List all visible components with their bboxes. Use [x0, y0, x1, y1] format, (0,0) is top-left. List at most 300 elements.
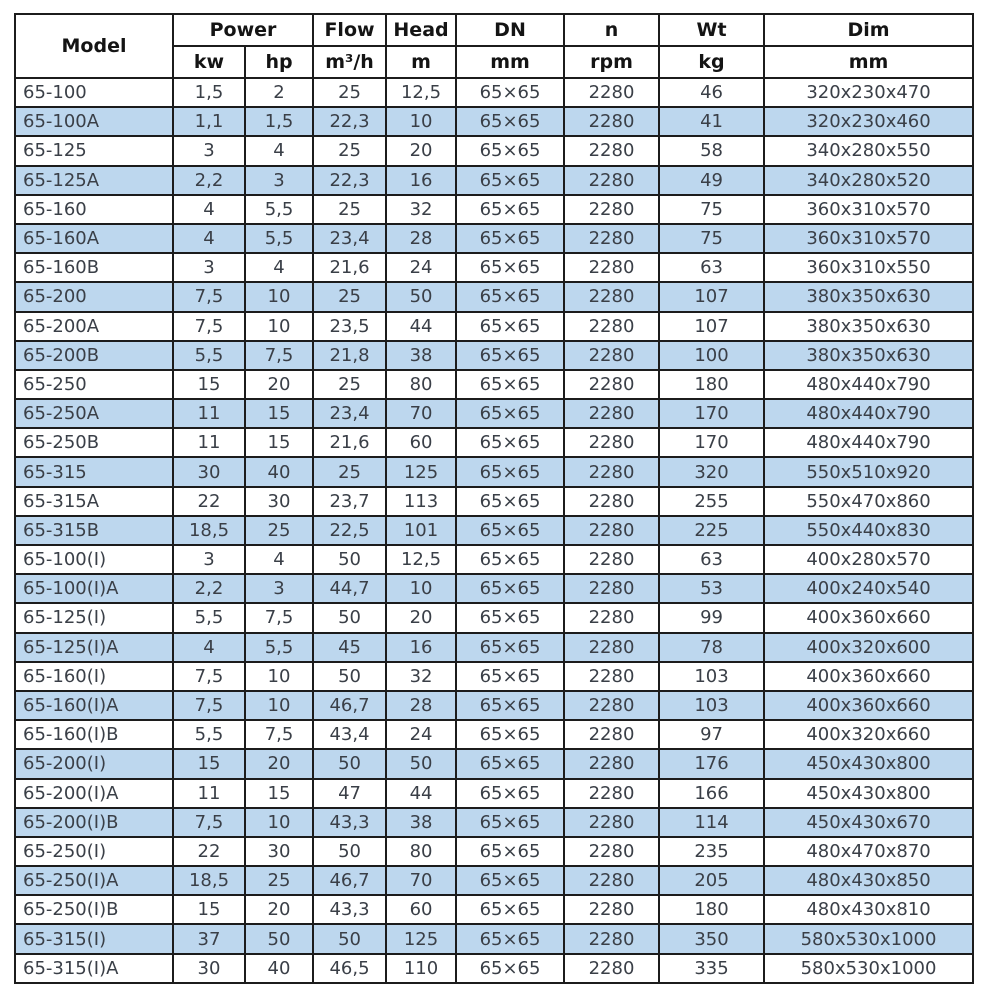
- value-cell: 50: [313, 545, 386, 574]
- table-row: [15, 720, 973, 749]
- table-row: [15, 633, 973, 662]
- value-cell: 400x280x570: [764, 545, 973, 574]
- value-cell: 2280: [564, 837, 659, 866]
- col-header-flow: Flow: [313, 14, 386, 46]
- table-row: [15, 457, 973, 486]
- value-cell: 580x530x1000: [764, 954, 973, 983]
- value-cell: 80: [386, 370, 456, 399]
- value-cell: 60: [386, 895, 456, 924]
- model-cell: 65-250B: [15, 428, 173, 457]
- value-cell: 15: [245, 779, 313, 808]
- value-cell: 63: [659, 545, 764, 574]
- model-cell: 65-315: [15, 457, 173, 486]
- value-cell: 32: [386, 195, 456, 224]
- value-cell: 100: [659, 341, 764, 370]
- value-cell: 10: [245, 691, 313, 720]
- value-cell: 380x350x630: [764, 282, 973, 311]
- value-cell: 5,5: [245, 195, 313, 224]
- value-cell: 50: [386, 282, 456, 311]
- value-cell: 400x360x660: [764, 662, 973, 691]
- model-cell: 65-315B: [15, 516, 173, 545]
- table-row: [15, 253, 973, 282]
- value-cell: 2280: [564, 253, 659, 282]
- value-cell: 22,5: [313, 516, 386, 545]
- value-cell: 7,5: [173, 808, 245, 837]
- value-cell: 24: [386, 253, 456, 282]
- value-cell: 65×65: [456, 78, 564, 107]
- value-cell: 320: [659, 457, 764, 486]
- value-cell: 65×65: [456, 954, 564, 983]
- col-header-dn: DN: [456, 14, 564, 46]
- value-cell: 65×65: [456, 749, 564, 778]
- value-cell: 2280: [564, 633, 659, 662]
- value-cell: 50: [245, 924, 313, 953]
- value-cell: 2280: [564, 78, 659, 107]
- value-cell: 2280: [564, 691, 659, 720]
- value-cell: 65×65: [456, 457, 564, 486]
- value-cell: 480x440x790: [764, 428, 973, 457]
- table-row: [15, 574, 973, 603]
- value-cell: 2280: [564, 779, 659, 808]
- value-cell: 5,5: [245, 633, 313, 662]
- value-cell: 65×65: [456, 136, 564, 165]
- table-row: [15, 312, 973, 341]
- value-cell: 400x320x600: [764, 633, 973, 662]
- value-cell: 21,6: [313, 428, 386, 457]
- value-cell: 2280: [564, 516, 659, 545]
- value-cell: 65×65: [456, 282, 564, 311]
- value-cell: 10: [245, 312, 313, 341]
- model-cell: 65-315A: [15, 487, 173, 516]
- model-cell: 65-250(I)B: [15, 895, 173, 924]
- value-cell: 45: [313, 633, 386, 662]
- value-cell: 44: [386, 779, 456, 808]
- model-cell: 65-160(I)A: [15, 691, 173, 720]
- value-cell: 3: [245, 166, 313, 195]
- value-cell: 2280: [564, 603, 659, 632]
- value-cell: 2280: [564, 457, 659, 486]
- table-row: [15, 282, 973, 311]
- value-cell: 20: [245, 749, 313, 778]
- value-cell: 25: [313, 370, 386, 399]
- value-cell: 480x470x870: [764, 837, 973, 866]
- value-cell: 15: [245, 399, 313, 428]
- model-cell: 65-200(I)A: [15, 779, 173, 808]
- value-cell: 400x360x660: [764, 691, 973, 720]
- model-cell: 65-125(I)A: [15, 633, 173, 662]
- table-row: [15, 136, 973, 165]
- value-cell: 2280: [564, 136, 659, 165]
- value-cell: 170: [659, 428, 764, 457]
- table-row: [15, 107, 973, 136]
- col-header-dim: Dim: [764, 14, 973, 46]
- model-cell: 65-200(I): [15, 749, 173, 778]
- value-cell: 46,7: [313, 866, 386, 895]
- value-cell: 4: [173, 195, 245, 224]
- value-cell: 2280: [564, 107, 659, 136]
- unit-header-wt: kg: [659, 46, 764, 78]
- value-cell: 25: [313, 457, 386, 486]
- value-cell: 340x280x520: [764, 166, 973, 195]
- value-cell: 101: [386, 516, 456, 545]
- unit-header-head: m: [386, 46, 456, 78]
- value-cell: 21,6: [313, 253, 386, 282]
- value-cell: 110: [386, 954, 456, 983]
- unit-header-dn: mm: [456, 46, 564, 78]
- value-cell: 65×65: [456, 545, 564, 574]
- value-cell: 400x320x660: [764, 720, 973, 749]
- value-cell: 7,5: [245, 720, 313, 749]
- value-cell: 550x440x830: [764, 516, 973, 545]
- value-cell: 65×65: [456, 516, 564, 545]
- value-cell: 10: [386, 107, 456, 136]
- value-cell: 60: [386, 428, 456, 457]
- value-cell: 43,4: [313, 720, 386, 749]
- value-cell: 320x230x470: [764, 78, 973, 107]
- value-cell: 43,3: [313, 895, 386, 924]
- value-cell: 40: [245, 954, 313, 983]
- value-cell: 380x350x630: [764, 341, 973, 370]
- value-cell: 15: [173, 370, 245, 399]
- value-cell: 65×65: [456, 924, 564, 953]
- value-cell: 50: [313, 662, 386, 691]
- value-cell: 2280: [564, 749, 659, 778]
- value-cell: 46,7: [313, 691, 386, 720]
- value-cell: 53: [659, 574, 764, 603]
- value-cell: 166: [659, 779, 764, 808]
- value-cell: 4: [245, 545, 313, 574]
- value-cell: 22: [173, 837, 245, 866]
- value-cell: 24: [386, 720, 456, 749]
- value-cell: 46: [659, 78, 764, 107]
- value-cell: 2: [245, 78, 313, 107]
- value-cell: 65×65: [456, 574, 564, 603]
- value-cell: 2280: [564, 399, 659, 428]
- value-cell: 43,3: [313, 808, 386, 837]
- model-cell: 65-250A: [15, 399, 173, 428]
- value-cell: 30: [173, 954, 245, 983]
- col-header-wt: Wt: [659, 14, 764, 46]
- value-cell: 7,5: [245, 341, 313, 370]
- value-cell: 4: [245, 253, 313, 282]
- table-row: [15, 662, 973, 691]
- table-row: [15, 749, 973, 778]
- value-cell: 15: [173, 749, 245, 778]
- value-cell: 10: [245, 662, 313, 691]
- table-row: [15, 516, 973, 545]
- value-cell: 12,5: [386, 545, 456, 574]
- table-row: [15, 837, 973, 866]
- value-cell: 2280: [564, 924, 659, 953]
- col-header-n: n: [564, 14, 659, 46]
- table-row: [15, 808, 973, 837]
- value-cell: 49: [659, 166, 764, 195]
- value-cell: 80: [386, 837, 456, 866]
- model-cell: 65-160: [15, 195, 173, 224]
- value-cell: 450x430x800: [764, 779, 973, 808]
- value-cell: 65×65: [456, 691, 564, 720]
- value-cell: 65×65: [456, 195, 564, 224]
- value-cell: 38: [386, 808, 456, 837]
- value-cell: 170: [659, 399, 764, 428]
- value-cell: 99: [659, 603, 764, 632]
- value-cell: 114: [659, 808, 764, 837]
- value-cell: 50: [313, 837, 386, 866]
- value-cell: 3: [173, 253, 245, 282]
- table-row: [15, 545, 973, 574]
- value-cell: 40: [245, 457, 313, 486]
- value-cell: 20: [245, 370, 313, 399]
- value-cell: 63: [659, 253, 764, 282]
- value-cell: 450x430x800: [764, 749, 973, 778]
- value-cell: 2280: [564, 282, 659, 311]
- table-row: [15, 370, 973, 399]
- value-cell: 3: [173, 136, 245, 165]
- value-cell: 23,7: [313, 487, 386, 516]
- value-cell: 255: [659, 487, 764, 516]
- value-cell: 23,5: [313, 312, 386, 341]
- value-cell: 4: [245, 136, 313, 165]
- value-cell: 225: [659, 516, 764, 545]
- value-cell: 65×65: [456, 107, 564, 136]
- value-cell: 18,5: [173, 866, 245, 895]
- value-cell: 50: [386, 749, 456, 778]
- table-row: [15, 399, 973, 428]
- value-cell: 41: [659, 107, 764, 136]
- value-cell: 10: [245, 808, 313, 837]
- value-cell: 2280: [564, 341, 659, 370]
- value-cell: 2280: [564, 428, 659, 457]
- col-header-head: Head: [386, 14, 456, 46]
- value-cell: 78: [659, 633, 764, 662]
- unit-header-hp: hp: [245, 46, 313, 78]
- model-cell: 65-200A: [15, 312, 173, 341]
- value-cell: 65×65: [456, 837, 564, 866]
- model-cell: 65-250(I): [15, 837, 173, 866]
- value-cell: 3: [173, 545, 245, 574]
- value-cell: 25: [313, 136, 386, 165]
- value-cell: 1,5: [173, 78, 245, 107]
- value-cell: 75: [659, 195, 764, 224]
- value-cell: 2280: [564, 195, 659, 224]
- value-cell: 44,7: [313, 574, 386, 603]
- value-cell: 65×65: [456, 662, 564, 691]
- value-cell: 2280: [564, 312, 659, 341]
- value-cell: 22,3: [313, 166, 386, 195]
- value-cell: 65×65: [456, 341, 564, 370]
- value-cell: 113: [386, 487, 456, 516]
- table-row: [15, 487, 973, 516]
- value-cell: 4: [173, 224, 245, 253]
- model-cell: 65-315(I)A: [15, 954, 173, 983]
- value-cell: 2280: [564, 574, 659, 603]
- table-row: [15, 954, 973, 983]
- value-cell: 97: [659, 720, 764, 749]
- model-cell: 65-200: [15, 282, 173, 311]
- value-cell: 2,2: [173, 166, 245, 195]
- value-cell: 3: [245, 574, 313, 603]
- value-cell: 75: [659, 224, 764, 253]
- model-cell: 65-100(I)A: [15, 574, 173, 603]
- value-cell: 25: [245, 516, 313, 545]
- value-cell: 15: [245, 428, 313, 457]
- header-row-titles: [15, 14, 973, 46]
- value-cell: 65×65: [456, 428, 564, 457]
- value-cell: 11: [173, 399, 245, 428]
- value-cell: 360x310x570: [764, 195, 973, 224]
- value-cell: 480x430x810: [764, 895, 973, 924]
- value-cell: 25: [245, 866, 313, 895]
- value-cell: 2280: [564, 808, 659, 837]
- value-cell: 50: [313, 603, 386, 632]
- table-row: [15, 779, 973, 808]
- value-cell: 400x360x660: [764, 603, 973, 632]
- model-cell: 65-160B: [15, 253, 173, 282]
- unit-header-dim: mm: [764, 46, 973, 78]
- value-cell: 23,4: [313, 224, 386, 253]
- value-cell: 5,5: [173, 603, 245, 632]
- value-cell: 65×65: [456, 808, 564, 837]
- unit-header-kw: kw: [173, 46, 245, 78]
- table-row: [15, 166, 973, 195]
- value-cell: 107: [659, 282, 764, 311]
- value-cell: 2280: [564, 224, 659, 253]
- value-cell: 4: [173, 633, 245, 662]
- value-cell: 125: [386, 924, 456, 953]
- value-cell: 176: [659, 749, 764, 778]
- value-cell: 65×65: [456, 720, 564, 749]
- value-cell: 25: [313, 78, 386, 107]
- value-cell: 65×65: [456, 312, 564, 341]
- table-row: [15, 195, 973, 224]
- col-header-power: Power: [173, 14, 313, 46]
- table-row: [15, 428, 973, 457]
- value-cell: 65×65: [456, 399, 564, 428]
- value-cell: 580x530x1000: [764, 924, 973, 953]
- value-cell: 30: [173, 457, 245, 486]
- value-cell: 30: [245, 487, 313, 516]
- value-cell: 2280: [564, 895, 659, 924]
- table-row: [15, 341, 973, 370]
- model-cell: 65-125A: [15, 166, 173, 195]
- value-cell: 65×65: [456, 779, 564, 808]
- value-cell: 5,5: [173, 720, 245, 749]
- value-cell: 10: [245, 282, 313, 311]
- value-cell: 65×65: [456, 370, 564, 399]
- value-cell: 2280: [564, 166, 659, 195]
- model-cell: 65-100(I): [15, 545, 173, 574]
- value-cell: 2280: [564, 662, 659, 691]
- value-cell: 16: [386, 633, 456, 662]
- model-cell: 65-250: [15, 370, 173, 399]
- value-cell: 360x310x570: [764, 224, 973, 253]
- model-cell: 65-160A: [15, 224, 173, 253]
- value-cell: 350: [659, 924, 764, 953]
- value-cell: 107: [659, 312, 764, 341]
- value-cell: 360x310x550: [764, 253, 973, 282]
- value-cell: 235: [659, 837, 764, 866]
- value-cell: 22,3: [313, 107, 386, 136]
- value-cell: 480x430x850: [764, 866, 973, 895]
- value-cell: 70: [386, 399, 456, 428]
- value-cell: 7,5: [173, 282, 245, 311]
- value-cell: 480x440x790: [764, 399, 973, 428]
- value-cell: 23,4: [313, 399, 386, 428]
- value-cell: 2280: [564, 954, 659, 983]
- value-cell: 103: [659, 662, 764, 691]
- model-cell: 65-200B: [15, 341, 173, 370]
- value-cell: 1,1: [173, 107, 245, 136]
- value-cell: 7,5: [245, 603, 313, 632]
- table-header: [15, 14, 973, 78]
- value-cell: 2280: [564, 545, 659, 574]
- value-cell: 65×65: [456, 866, 564, 895]
- value-cell: 20: [245, 895, 313, 924]
- value-cell: 480x440x790: [764, 370, 973, 399]
- model-cell: 65-125: [15, 136, 173, 165]
- value-cell: 47: [313, 779, 386, 808]
- value-cell: 205: [659, 866, 764, 895]
- value-cell: 2280: [564, 866, 659, 895]
- pump-spec-table: [14, 13, 974, 984]
- value-cell: 7,5: [173, 662, 245, 691]
- value-cell: 65×65: [456, 633, 564, 662]
- value-cell: 38: [386, 341, 456, 370]
- model-cell: 65-200(I)B: [15, 808, 173, 837]
- value-cell: 30: [245, 837, 313, 866]
- value-cell: 7,5: [173, 691, 245, 720]
- value-cell: 2280: [564, 720, 659, 749]
- table-row: [15, 866, 973, 895]
- value-cell: 22: [173, 487, 245, 516]
- value-cell: 400x240x540: [764, 574, 973, 603]
- value-cell: 58: [659, 136, 764, 165]
- value-cell: 7,5: [173, 312, 245, 341]
- value-cell: 2280: [564, 370, 659, 399]
- value-cell: 103: [659, 691, 764, 720]
- value-cell: 20: [386, 603, 456, 632]
- value-cell: 12,5: [386, 78, 456, 107]
- value-cell: 10: [386, 574, 456, 603]
- table-row: [15, 224, 973, 253]
- value-cell: 180: [659, 895, 764, 924]
- table-row: [15, 895, 973, 924]
- table-body: [15, 78, 973, 983]
- unit-header-flow: m³/h: [313, 46, 386, 78]
- value-cell: 44: [386, 312, 456, 341]
- value-cell: 11: [173, 428, 245, 457]
- value-cell: 65×65: [456, 895, 564, 924]
- value-cell: 65×65: [456, 487, 564, 516]
- value-cell: 46,5: [313, 954, 386, 983]
- value-cell: 28: [386, 691, 456, 720]
- value-cell: 65×65: [456, 224, 564, 253]
- model-cell: 65-100: [15, 78, 173, 107]
- value-cell: 2,2: [173, 574, 245, 603]
- table-row: [15, 924, 973, 953]
- value-cell: 2280: [564, 487, 659, 516]
- value-cell: 11: [173, 779, 245, 808]
- model-cell: 65-125(I): [15, 603, 173, 632]
- value-cell: 25: [313, 282, 386, 311]
- value-cell: 1,5: [245, 107, 313, 136]
- value-cell: 21,8: [313, 341, 386, 370]
- value-cell: 180: [659, 370, 764, 399]
- value-cell: 65×65: [456, 166, 564, 195]
- value-cell: 340x280x550: [764, 136, 973, 165]
- value-cell: 65×65: [456, 603, 564, 632]
- value-cell: 5,5: [173, 341, 245, 370]
